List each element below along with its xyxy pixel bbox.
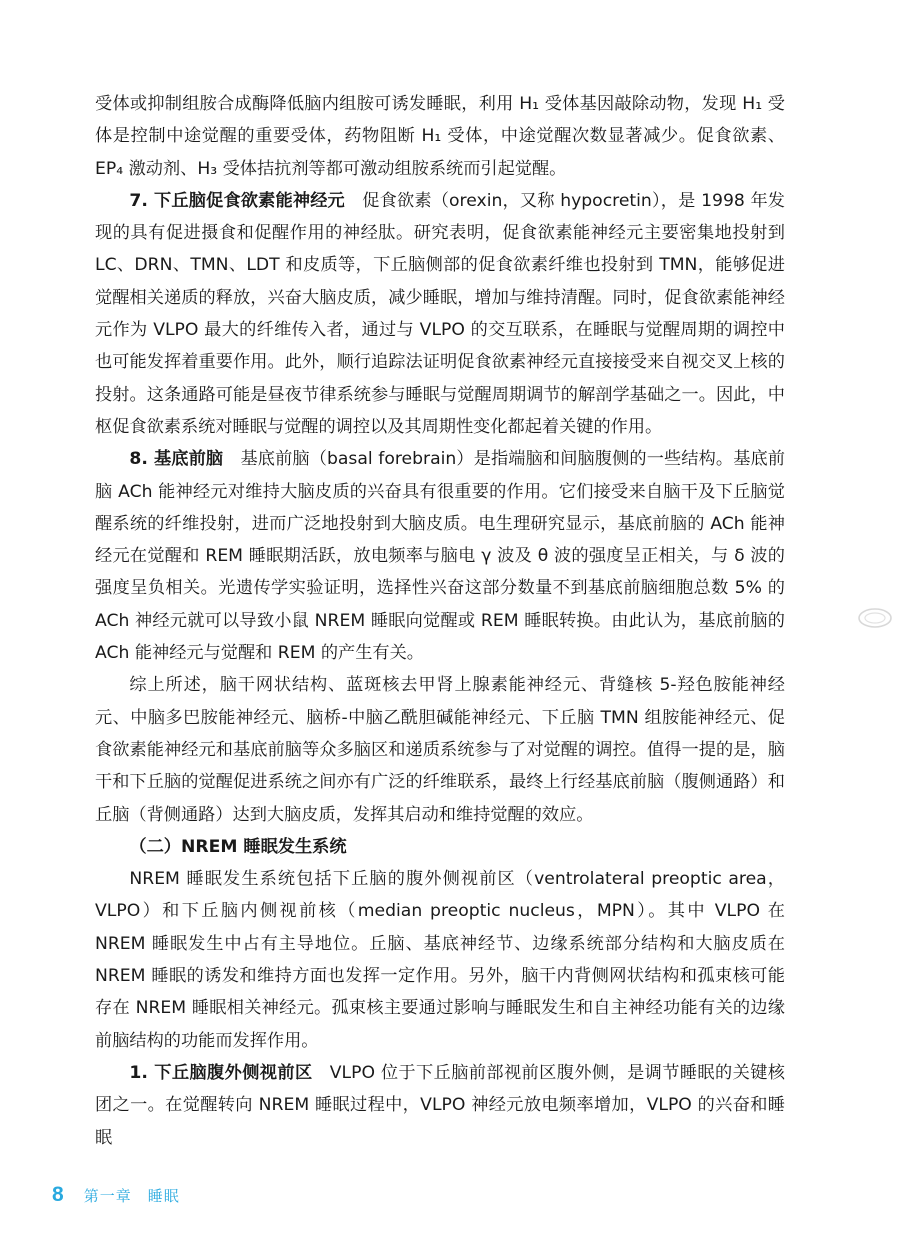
paragraph-summary: 综上所述，脑干网状结构、蓝斑核去甲肾上腺素能神经元、背缝核 5-羟色胺能神经元、中脑多巴胺能神经元、脑桥-中脑乙酰胆碱能神经元、下丘脑 TMN 组胺能神经元、促食欲素能神经元和基底前脑等众多脑区和递质系统参与了对觉醒的调控。值得一提的是，脑干和下丘脑的觉醒促进系统之间亦有广泛的纤维联系，最终上行经基底前脑（腹侧通路）和丘脑（背侧通路）达到大脑皮质，发挥其启动和维持觉醒的效应。: [95, 675, 785, 825]
paragraph-vlpo: [95, 1057, 785, 1154]
page-number: 8: [52, 1183, 64, 1206]
paragraph-basal-forebrain: [95, 443, 785, 669]
page-footer: [52, 1182, 180, 1208]
paragraph-nrem-system: NREM 睡眠发生系统包括下丘脑的腹外侧视前区（ventrolateral preoptic area，VLPO）和下丘脑内侧视前核（median preoptic nucleus，MPN）。其中 VLPO 在 NREM 睡眠发生中占有主导地位。丘脑、基底神经节、边缘系统部分结构和大脑皮质在 NREM 睡眠的诱发和维持方面也发挥一定作用。另外，脑干内背侧网状结构和孤束核可能存在 NREM 睡眠相关神经元。孤束核主要通过影响与睡眠发生和自主神经功能有关的边缘前脑结构的功能而发挥作用。: [95, 869, 785, 1051]
subsection-heading-orexin: 7. 下丘脑促食欲素能神经元: [129, 190, 345, 211]
section-heading-nrem: （二）NREM 睡眠发生系统: [129, 836, 347, 857]
publisher-logo-icon: [856, 606, 894, 630]
subsection-text-vlpo: VLPO 位于下丘脑前部视前区腹外侧，是调节睡眠的关键核团之一。在觉醒转向 NREM 睡眠过程中，VLPO 神经元放电频率增加，VLPO 的兴奋和睡眠: [95, 1062, 785, 1148]
paragraph-orexin: [95, 185, 785, 443]
paragraph-histamine: 受体或抑制组胺合成酶降低脑内组胺可诱发睡眠，利用 H₁ 受体基因敲除动物，发现 H₁ 受体是控制中途觉醒的重要受体，药物阻断 H₁ 受体，中途觉醒次数显著减少。促食欲素、EP₄ 激动剂、H₃ 受体拮抗剂等都可激动组胺系统而引起觉醒。: [95, 94, 785, 179]
subsection-heading-basal-forebrain: 8. 基底前脑: [129, 449, 224, 470]
subsection-text-orexin: 促食欲素（orexin，又称 hypocretin），是 1998 年发现的具有促进摄食和促醒作用的神经肽。研究表明，促食欲素能神经元主要密集地投射到 LC、DRN、TMN、LDT 和皮质等，下丘脑侧部的促食欲素纤维也投射到 TMN，能够促进觉醒相关递质的释放，兴奋大脑皮质，减少睡眠，增加与维持清醒。同时，促食欲素能神经元作为 VLPO 最大的纤维传入者，通过与 VLPO 的交互联系，在睡眠与觉醒周期的调控中也可能发挥着重要作用。此外，顺行追踪法证明促食欲素神经元直接接受来自视交叉上核的投射。这条通路可能是昼夜节律系统参与睡眠与觉醒周期调节的解剖学基础之一。因此，中枢促食欲素系统对睡眠与觉醒的调控以及其周期性变化都起着关键的作用。: [95, 190, 785, 437]
chapter-title: 第一章 睡眠: [83, 1186, 180, 1205]
subsection-heading-vlpo: 1. 下丘脑腹外侧视前区: [129, 1062, 313, 1083]
body-text: [95, 88, 785, 1154]
subsection-text-basal-forebrain: 基底前脑（basal forebrain）是指端脑和间脑腹侧的一些结构。基底前脑 ACh 能神经元对维持大脑皮质的兴奋具有很重要的作用。它们接受来自脑干及下丘脑觉醒系统的纤维投射，进而广泛地投射到大脑皮质。电生理研究显示，基底前脑的 ACh 能神经元在觉醒和 REM 睡眠期活跃，放电频率与脑电 γ 波及 θ 波的强度呈正相关，与 δ 波的强度呈负相关。光遗传学实验证明，选择性兴奋这部分数量不到基底前脑细胞总数 5% 的 ACh 神经元就可以导致小鼠 NREM 睡眠向觉醒或 REM 睡眠转换。由此认为，基底前脑的 ACh 能神经元与觉醒和 REM 的产生有关。: [95, 449, 785, 664]
